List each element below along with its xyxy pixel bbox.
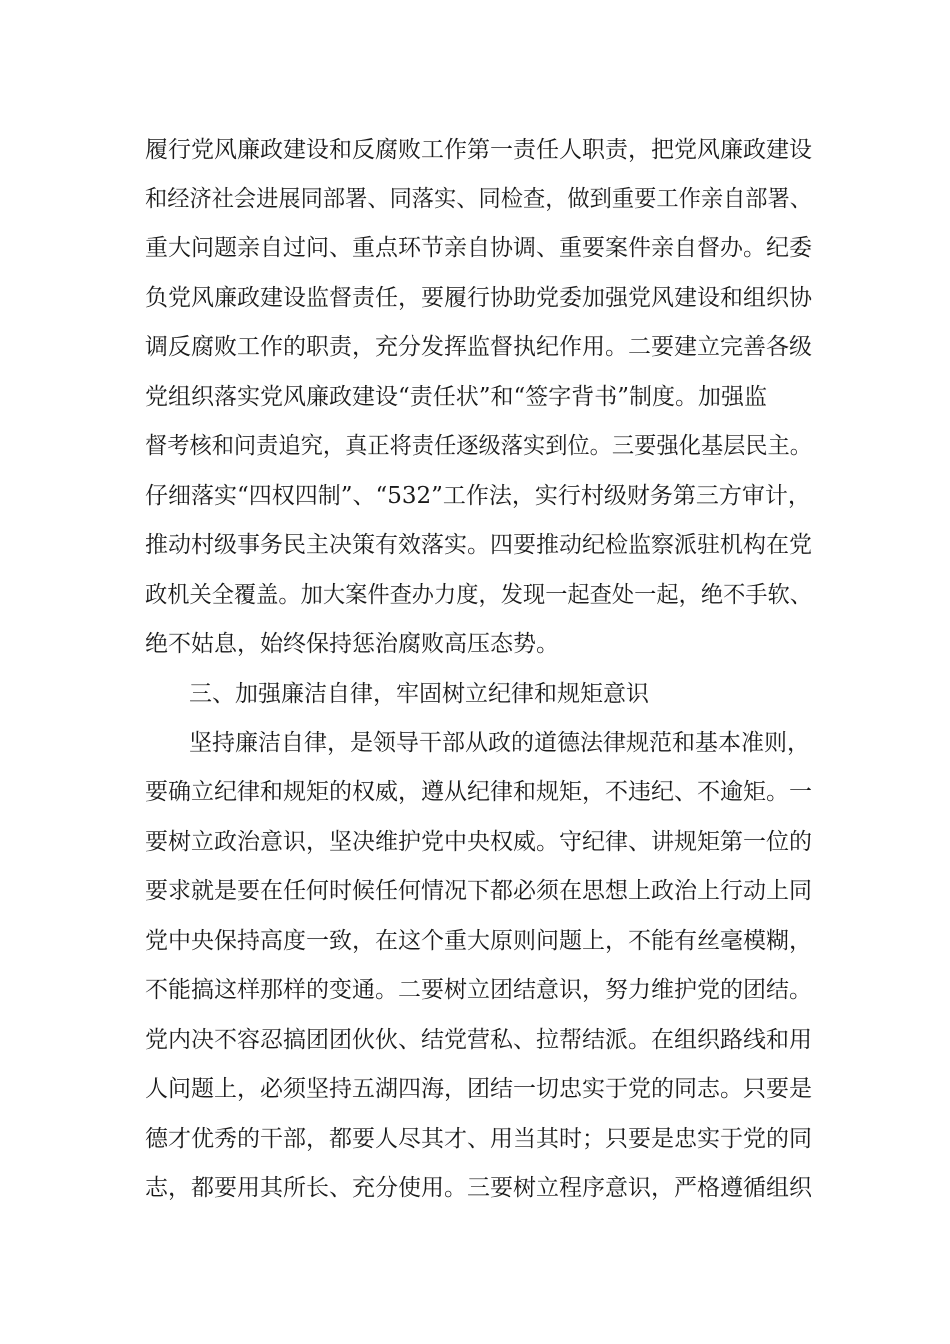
text-line [0,125,950,175]
text-line [0,273,950,323]
line-text: 要求就是要在任何时候任何情况下都必须在思想上政治上行动上同 [145,878,812,904]
line-text: 党内决不容忍搞团团伙伙、结党营私、拉帮结派。在组织路线和用 [145,1027,812,1053]
text-line [0,1163,950,1213]
line-text: 仔细落实“四权四制”、“532”工作法，实行村级财务第三方审计， [145,483,811,509]
text-line [0,767,950,817]
line-text: 政机关全覆盖。加大案件查办力度，发现一起查处一起，绝不手软、 [145,582,812,608]
heading-text: 三、加强廉洁自律，牢固树立纪律和规矩意识 [189,681,649,707]
text-line [0,916,950,966]
text-line [0,471,950,521]
line-text: 负党风廉政建设监督责任，要履行协助党委加强党风建设和组织协 [145,285,812,311]
text-line [0,174,950,224]
text-line [0,223,950,273]
text-line [0,421,950,471]
text-line [0,1015,950,1065]
text-line [0,1114,950,1164]
line-text: 坚持廉洁自律，是领导干部从政的道德法律规范和基本准则， [189,730,810,756]
line-text: 调反腐败工作的职责，充分发挥监督执纪作用。二要建立完善各级 [145,334,812,360]
line-text: 履行党风廉政建设和反腐败工作第一责任人职责，把党风廉政建设 [145,137,812,163]
text-line [0,817,950,867]
text-line [0,322,950,372]
text-line [0,520,950,570]
line-text: 人问题上，必须坚持五湖四海，团结一切忠实于党的同志。只要是 [145,1076,812,1102]
line-text: 重大问题亲自过问、重点环节亲自协调、重要案件亲自督办。纪委 [145,235,812,261]
line-text: 和经济社会进展同部署、同落实、同检查，做到重要工作亲自部署、 [145,186,812,212]
text-line [0,866,950,916]
text-line [0,718,950,768]
line-text: 党中央保持高度一致，在这个重大原则问题上，不能有丝毫模糊， [145,928,812,954]
text-line [0,1064,950,1114]
text-line [0,372,950,422]
text-line [0,619,950,669]
line-text: 督考核和问责追究，真正将责任逐级落实到位。三要强化基层民主。 [145,433,812,459]
line-text: 绝不姑息，始终保持惩治腐败高压态势。 [145,631,559,657]
line-text: 不能搞这样那样的变通。二要树立团结意识，努力维护党的团结。 [145,977,812,1003]
line-text: 要树立政治意识，坚决维护党中央权威。守纪律、讲规矩第一位的 [145,829,812,855]
line-text: 党组织落实党风廉政建设“责任状”和“签字背书”制度。加强监 [145,384,768,410]
text-line [0,570,950,620]
line-text: 志，都要用其所长、充分使用。三要树立程序意识，严格遵循组织 [145,1175,812,1201]
line-text: 德才优秀的干部，都要人尽其才、用当其时；只要是忠实于党的同 [145,1126,812,1152]
line-text: 推动村级事务民主决策有效落实。四要推动纪检监察派驻机构在党 [145,532,812,558]
text-line [0,965,950,1015]
section-heading [0,669,950,719]
line-text: 要确立纪律和规矩的权威，遵从纪律和规矩，不违纪、不逾矩。一 [145,779,812,805]
